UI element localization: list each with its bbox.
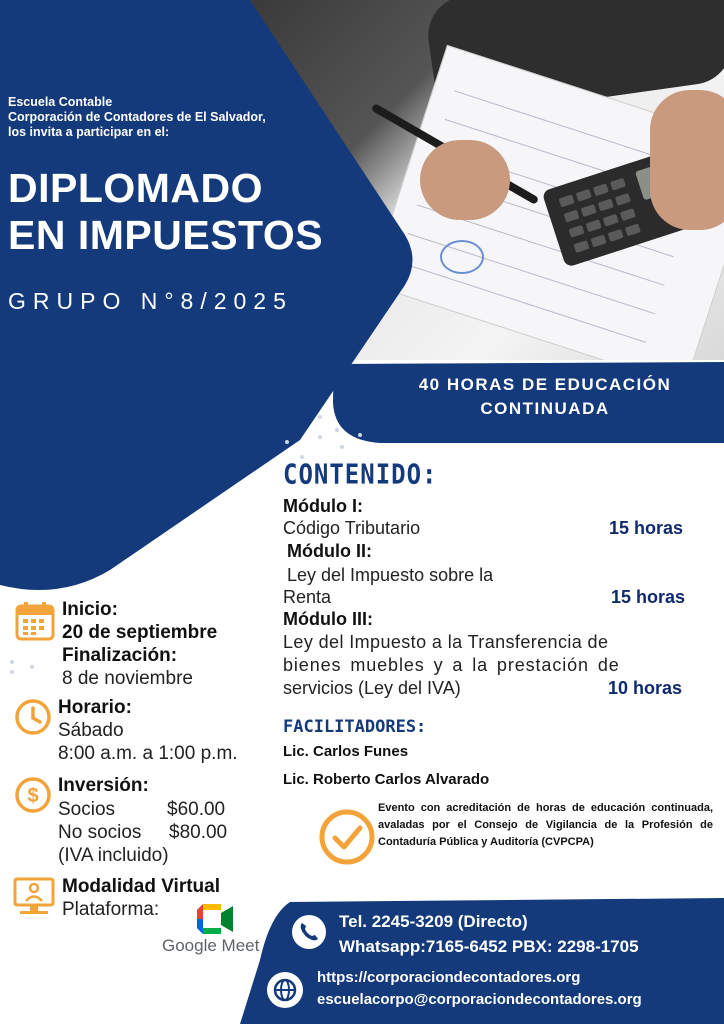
iva-note: (IVA incluido) — [58, 845, 169, 866]
module-2-hours: 15 horas — [611, 587, 686, 607]
modalidad-label: Modalidad Virtual — [62, 876, 221, 897]
contact-website[interactable]: https://corporaciondecontadores.org — [317, 969, 581, 986]
hours-banner — [375, 373, 715, 421]
module-3-title: Módulo III: — [283, 609, 373, 629]
nosocios-label: No socios — [58, 822, 142, 843]
contact-whatsapp[interactable]: Whatsapp:7165-6452 PBX: 2298-1705 — [339, 937, 639, 956]
module-1-text: Código Tributario — [283, 518, 421, 538]
hours-banner-line-1: 40 HORAS DE EDUCACIÓN — [418, 375, 672, 394]
module-2-title: Módulo II: — [287, 541, 372, 561]
google-meet-label: Google Meet — [162, 936, 260, 955]
module-1-title: Módulo I: — [283, 496, 363, 516]
group-number: GRUPO N°8/2025 — [8, 288, 293, 314]
plataforma-label: Plataforma: — [62, 899, 160, 920]
facilitadores-heading: FACILITADORES: — [283, 717, 427, 737]
module-3-text-line-1: Ley del Impuesto a la Transferencia de — [283, 632, 609, 652]
module-2-text-line-1: Ley del Impuesto sobre la — [287, 565, 494, 585]
nosocios-price: $80.00 — [169, 822, 228, 843]
title-line-2: EN IMPUESTOS — [8, 212, 324, 258]
module-3-hours: 10 horas — [608, 678, 683, 698]
phone-icon[interactable] — [290, 913, 328, 951]
calendar-icon — [14, 600, 56, 642]
inicio-value: 20 de septiembre — [62, 622, 218, 643]
svg-text:$: $ — [27, 785, 39, 807]
socios-label: Socios — [58, 799, 116, 820]
finalizacion-label: Finalización: — [62, 645, 178, 666]
globe-icon[interactable] — [265, 970, 305, 1010]
horario-time: 8:00 a.m. a 1:00 p.m. — [58, 743, 238, 764]
intro-line-1: Escuela Contable — [8, 95, 113, 109]
intro-text — [8, 95, 338, 140]
finalizacion-value: 8 de noviembre — [62, 668, 193, 689]
contact-email[interactable]: escuelacorpo@corporaciondecontadores.org — [317, 991, 642, 1008]
dollar-icon — [14, 776, 52, 814]
module-3-text-line-3: servicios (Ley del IVA) — [283, 678, 461, 698]
facilitador-1: Lic. Carlos Funes — [283, 743, 409, 760]
module-2-text-line-2: Renta — [283, 587, 332, 607]
horario-day: Sábado — [58, 720, 124, 741]
module-3-text-line-2: bienes muebles y a la prestación de — [283, 655, 620, 675]
hours-banner-line-2: CONTINUADA — [480, 399, 610, 418]
horario-label: Horario: — [58, 697, 132, 718]
facilitador-2: Lic. Roberto Carlos Alvarado — [283, 771, 490, 788]
clock-icon — [14, 698, 52, 736]
module-1-hours: 15 horas — [609, 518, 684, 538]
inversion-label: Inversión: — [58, 775, 149, 796]
accreditation-note: Evento con acreditación de horas de educación continuada, avaladas por el Consejo de Vigilancia de la Profesión de Contaduría Pública y Auditoría (CVPCPA) — [378, 802, 713, 848]
google-meet-icon — [197, 904, 233, 934]
inicio-label: Inicio: — [62, 599, 118, 620]
checkmark-icon — [318, 808, 376, 866]
computer-user-icon — [12, 876, 56, 918]
intro-line-3: los invita a participar en el: — [8, 125, 170, 139]
contact-tel[interactable]: Tel. 2245-3209 (Directo) — [339, 912, 528, 931]
contenido-heading: CONTENIDO: — [283, 458, 438, 491]
title-line-1: DIPLOMADO — [8, 165, 264, 211]
intro-line-2: Corporación de Contadores de El Salvador, — [8, 110, 266, 124]
socios-price: $60.00 — [167, 799, 226, 820]
